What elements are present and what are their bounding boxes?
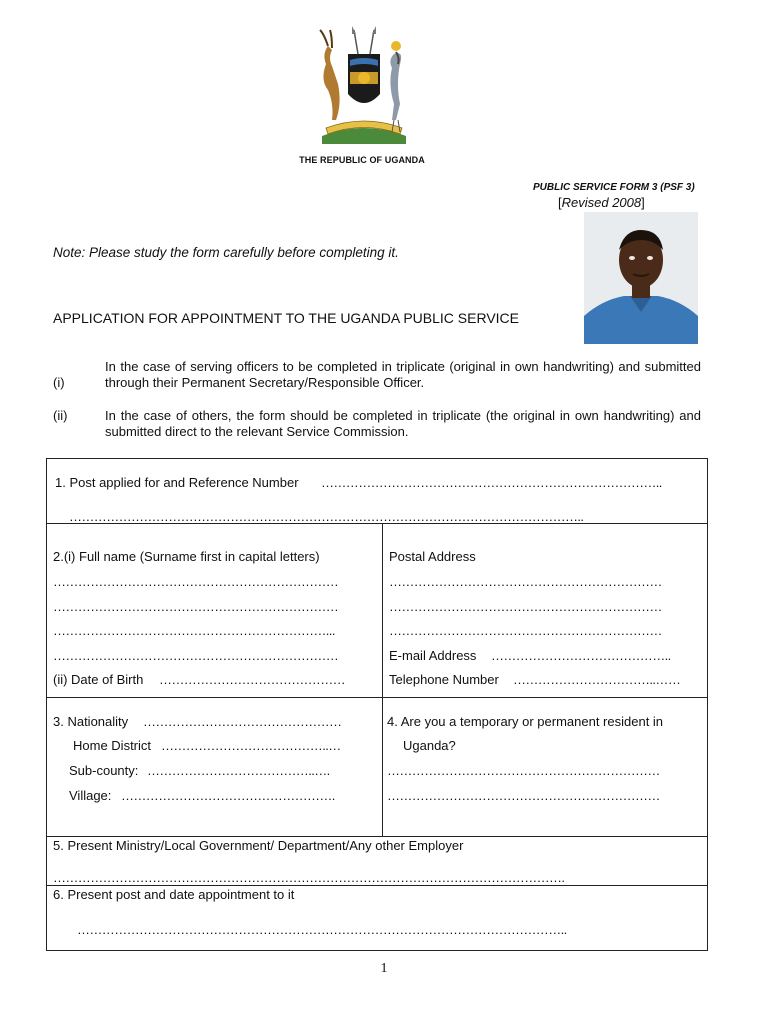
applicant-photo <box>584 212 698 344</box>
column-divider <box>382 697 383 836</box>
sub-county-label: Sub-county: <box>69 763 139 778</box>
postal-address-field[interactable]: ………………………………………………………… <box>389 599 662 614</box>
village-label: Village: <box>69 788 112 803</box>
full-name-field[interactable]: …………………………………………………………… <box>53 599 339 614</box>
residency-field[interactable]: ………………………………………………………… <box>387 788 660 803</box>
email-label: E-mail Address <box>389 648 477 663</box>
present-employer-label: 5. Present Ministry/Local Government/ Department/Any other Employer <box>53 838 464 853</box>
row-divider <box>47 885 707 886</box>
postal-address-field[interactable]: ………………………………………………………… <box>389 574 662 589</box>
instruction-text: In the case of others, the form should be completed in triplicate (the original in own handwriting) and submitted direct to the relevant Service Commission. <box>105 408 701 439</box>
present-employer-field[interactable]: ……………………………………………………………………………………………………………. <box>53 870 565 885</box>
postal-address-field[interactable]: ………………………………………………………… <box>389 623 662 638</box>
home-district-label: Home District <box>73 738 152 753</box>
full-name-field[interactable]: …………………………………………………………… <box>53 648 339 663</box>
row-divider <box>47 697 707 698</box>
residency-label-cont: Uganda? <box>403 738 456 753</box>
instruction-number: (ii) <box>53 408 68 423</box>
reference-number-field[interactable]: …………………………………………………………………………………………………………….. <box>69 509 584 524</box>
application-form-table <box>46 458 708 951</box>
village-field[interactable]: ……………………………………………. <box>121 788 335 803</box>
present-post-field[interactable]: ……………………………………………………………………………………………………….. <box>77 922 567 937</box>
nationality-field[interactable]: ………………………………………… <box>143 714 342 729</box>
residency-label: 4. Are you a temporary or permanent resident in <box>387 714 664 729</box>
instruction-number: (i) <box>53 375 65 390</box>
sub-county-field[interactable]: …………………………………..…. <box>147 763 330 778</box>
row-divider <box>47 836 707 837</box>
home-district-field[interactable]: …………………………………..… <box>161 738 341 753</box>
date-of-birth-label: (ii) Date of Birth <box>53 672 144 687</box>
date-of-birth-field[interactable]: ……………………………………… <box>159 672 346 687</box>
instruction-text: In the case of serving officers to be completed in triplicate (original in own handwriting) and submitted through their Permanent Secretary/Responsible Officer. <box>105 359 701 390</box>
full-name-label: 2.(i) Full name (Surname first in capital letters) <box>53 549 320 564</box>
full-name-field[interactable]: …………………………………………………………… <box>53 574 339 589</box>
residency-field[interactable]: ………………………………………………………… <box>387 763 660 778</box>
full-name-field[interactable]: …………………………………………………………... <box>53 623 335 638</box>
email-field[interactable]: …………………………………….. <box>491 648 671 663</box>
form-code: PUBLIC SERVICE FORM 3 (PSF 3) <box>533 182 695 193</box>
post-applied-field[interactable]: ……………………………………………………………………….. <box>321 475 662 490</box>
postal-address-label: Postal Address <box>389 549 476 564</box>
application-title: APPLICATION FOR APPOINTMENT TO THE UGANDA PUBLIC SERVICE <box>53 310 519 326</box>
note-text: Note: Please study the form carefully before completing it. <box>53 245 399 260</box>
post-applied-label: 1. Post applied for and Reference Number <box>55 475 299 490</box>
page-number: 1 <box>380 961 388 976</box>
nationality-label: 3. Nationality <box>53 714 129 729</box>
telephone-field[interactable]: ……………………………..…… <box>513 672 681 687</box>
present-post-label: 6. Present post and date appointment to it <box>53 887 295 902</box>
republic-title: THE REPUBLIC OF UGANDA <box>299 155 425 165</box>
revised-date: [Revised 2008] <box>558 195 645 210</box>
column-divider <box>382 523 383 697</box>
telephone-label: Telephone Number <box>389 672 499 687</box>
coat-of-arms <box>308 24 420 148</box>
